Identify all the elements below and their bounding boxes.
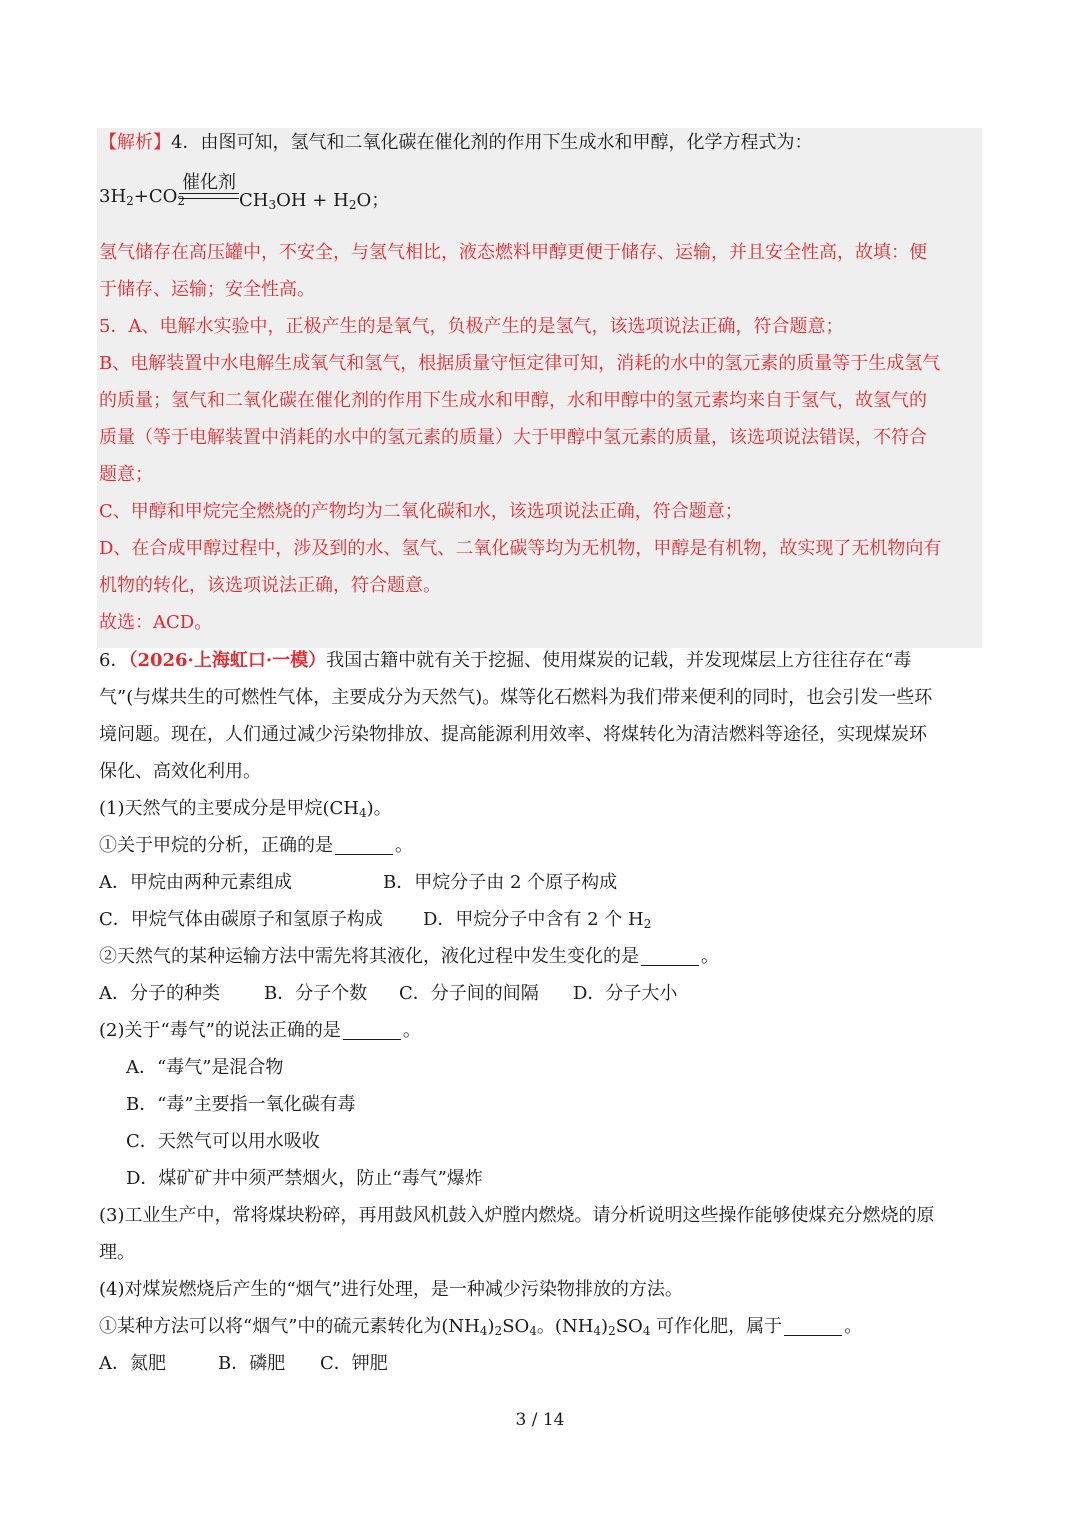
question-6-line-4: 保化、高效化利用。: [99, 761, 261, 782]
analysis-tag: 【解析】: [99, 132, 171, 153]
analysis-answer: 故选：ACD。: [99, 612, 213, 633]
part-1a: ①关于甲烷的分析，正确的是 。: [99, 835, 413, 856]
option-c: C．天然气可以用水吸收: [126, 1131, 320, 1152]
option-b: B．“毒”主要指一氧化碳有毒: [126, 1094, 356, 1115]
equation-equals-sign: [179, 193, 239, 199]
option-d: D．分子大小: [573, 983, 678, 1004]
question-6-line-2: 气”(与煤共生的可燃性气体，主要成分为天然气)。煤等化石燃料为我们带来便利的同时，也会引发一些环: [99, 687, 933, 708]
part-3-line-1: (3)工业生产中，常将煤块粉碎，再用鼓风机鼓入炉膛内燃烧。请分析说明这些操作能够使煤充分燃烧的原: [99, 1205, 935, 1226]
chemical-equation: [99, 168, 699, 216]
analysis-line-6: 的质量；氢气和二氧化碳在催化剂的作用下生成水和甲醇，水和甲醇中的氢元素均来自于氢气，故氢气的: [99, 390, 927, 411]
analysis-line-3: 于储存、运输；安全性高。: [99, 279, 315, 300]
analysis-line-8: 题意；: [99, 464, 153, 485]
analysis-line-1: 【解析】4．由图可知，氢气和二氧化碳在催化剂的作用下生成水和甲醇，化学方程式为：: [99, 132, 813, 153]
option-b: B．磷肥: [218, 1353, 286, 1374]
part-1b: ②天然气的某种运输方法中需先将其液化，液化过程中发生变化的是 。: [99, 946, 719, 967]
question-6-line-1: 6．（2026·上海虹口·一模）我国古籍中就有关于挖掘、使用煤炭的记载，并发现煤层上方往往存在“毒: [99, 650, 912, 671]
question-number: 6．: [99, 650, 129, 671]
part-1: (1)天然气的主要成分是甲烷$(CH_4)$。: [99, 798, 392, 820]
equation-condition: 催化剂: [182, 172, 236, 193]
answer-blank[interactable]: [343, 1021, 401, 1040]
analysis-line-11: 机物的转化，该选项说法正确，符合题意。: [99, 575, 441, 596]
option-c: C．分子间的间隔: [399, 983, 539, 1004]
analysis-line-2: 氢气储存在高压罐中，不安全，与氢气相比，液态燃料甲醇更便于储存、运输，并且安全性高，故填：便: [99, 242, 927, 263]
option-a: A．氮肥: [99, 1353, 166, 1374]
analysis-line-4: 5．A、电解水实验中，正极产生的是氧气，负极产生的是氢气，该选项说法正确，符合题意；: [99, 316, 844, 337]
analysis-line-5: B、电解装置中水电解生成氧气和氢气，根据质量守恒定律可知，消耗的水中的氢元素的质量等于生成氢气: [99, 353, 941, 374]
option-c: C．甲烷气体由碳原子和氢原子构成: [99, 909, 383, 930]
option-b: B．分子个数: [264, 983, 368, 1004]
option-c: C．钾肥: [320, 1353, 388, 1374]
option-a: A．“毒气”是混合物: [126, 1057, 284, 1078]
part-2: (2)关于“毒气”的说法正确的是 。: [99, 1020, 421, 1041]
page-number: 3 / 14: [515, 1410, 565, 1430]
part-4a: ①某种方法可以将“烟气”中的硫元素转化为$(NH_4)_2SO_4$。$(NH_4)_2SO_4$ 可作化肥，属于 。: [99, 1316, 863, 1338]
analysis-line-7: 质量（等于电解装置中消耗的水中的氢元素的质量）大于甲醇中氢元素的质量，该选项说法错误，不符合: [99, 427, 927, 448]
option-a: A．甲烷由两种元素组成: [99, 872, 292, 893]
option-b: B．甲烷分子由 2 个原子构成: [383, 872, 618, 893]
part-3-line-2: 理。: [99, 1242, 135, 1263]
answer-blank[interactable]: [784, 1317, 842, 1336]
equation-products: $CH_3OH + H_2O$；: [239, 190, 390, 212]
answer-blank[interactable]: [641, 947, 699, 966]
question-source: （2026·上海虹口·一模）: [128, 650, 327, 671]
equation-reactants: $3H_2+CO_2$: [99, 186, 186, 208]
option-a: A．分子的种类: [99, 983, 220, 1004]
analysis-line-9: C、甲醇和甲烷完全燃烧的产物均为二氧化碳和水，该选项说法正确，符合题意；: [99, 501, 743, 522]
analysis-line-10: D、在合成甲醇过程中，涉及到的水、氢气、二氧化碳等均为无机物，甲醇是有机物，故实现了无机物向有: [99, 538, 942, 559]
option-d: D．煤矿矿井中须严禁烟火，防止“毒气”爆炸: [126, 1168, 483, 1189]
option-d: D．甲烷分子中含有 2 个 $H_2$: [423, 909, 652, 931]
part-4: (4)对煤炭燃烧后产生的“烟气”进行处理，是一种减少污染物排放的方法。: [99, 1279, 683, 1300]
answer-blank[interactable]: [335, 836, 393, 855]
question-6-line-3: 境问题。现在，人们通过减少污染物排放、提高能源利用效率、将煤转化为清洁燃料等途径，实现煤炭环: [99, 724, 927, 745]
